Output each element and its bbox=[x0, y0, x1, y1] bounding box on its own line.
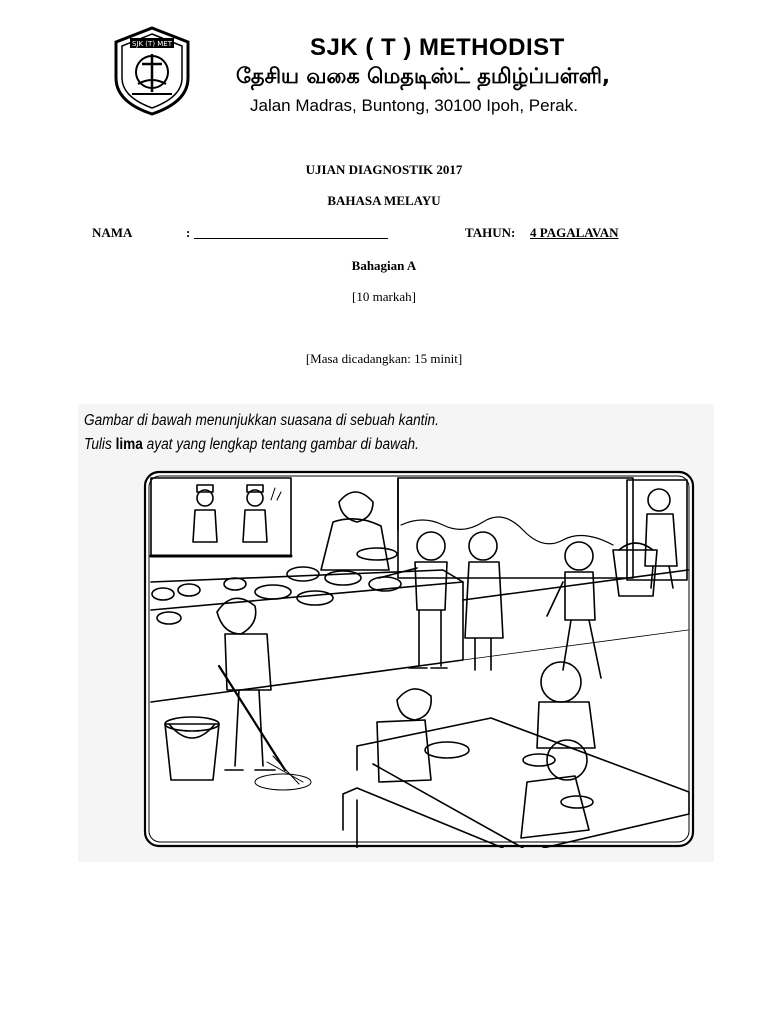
school-name-tamil: தேசிய வகை மெதடிஸ்ட் தமிழ்ப்பள்ளி, bbox=[236, 64, 610, 88]
tahun-label: TAHUN: bbox=[465, 225, 516, 240]
suggested-time: [Masa dicadangkan: 15 minit] bbox=[305, 351, 463, 366]
section-title: Bahagian A bbox=[351, 258, 417, 273]
nama-colon: : bbox=[186, 225, 191, 240]
exam-title: UJIAN DIAGNOSTIK 2017 bbox=[305, 162, 463, 177]
nama-label: NAMA bbox=[92, 225, 133, 240]
school-name: SJK ( T ) METHODIST bbox=[310, 34, 565, 61]
question-line-1: Gambar di bawah menunjukkan suasana di sebuah kantin. bbox=[84, 412, 439, 429]
exam-subject: BAHASA MELAYU bbox=[327, 193, 441, 208]
tahun-value: 4 PAGALAVAN bbox=[530, 225, 619, 240]
nama-answer-line[interactable] bbox=[194, 238, 388, 239]
canteen-scene-illustration bbox=[143, 470, 695, 848]
section-marks: [10 markah] bbox=[352, 289, 416, 304]
question-line-2: Tulis lima ayat yang lengkap tentang gambar di bawah. bbox=[84, 436, 419, 453]
crest-motto: SJK (T) MET bbox=[131, 40, 173, 48]
school-address: Jalan Madras, Buntong, 30100 Ipoh, Perak. bbox=[250, 96, 578, 115]
school-crest-logo bbox=[108, 26, 196, 116]
